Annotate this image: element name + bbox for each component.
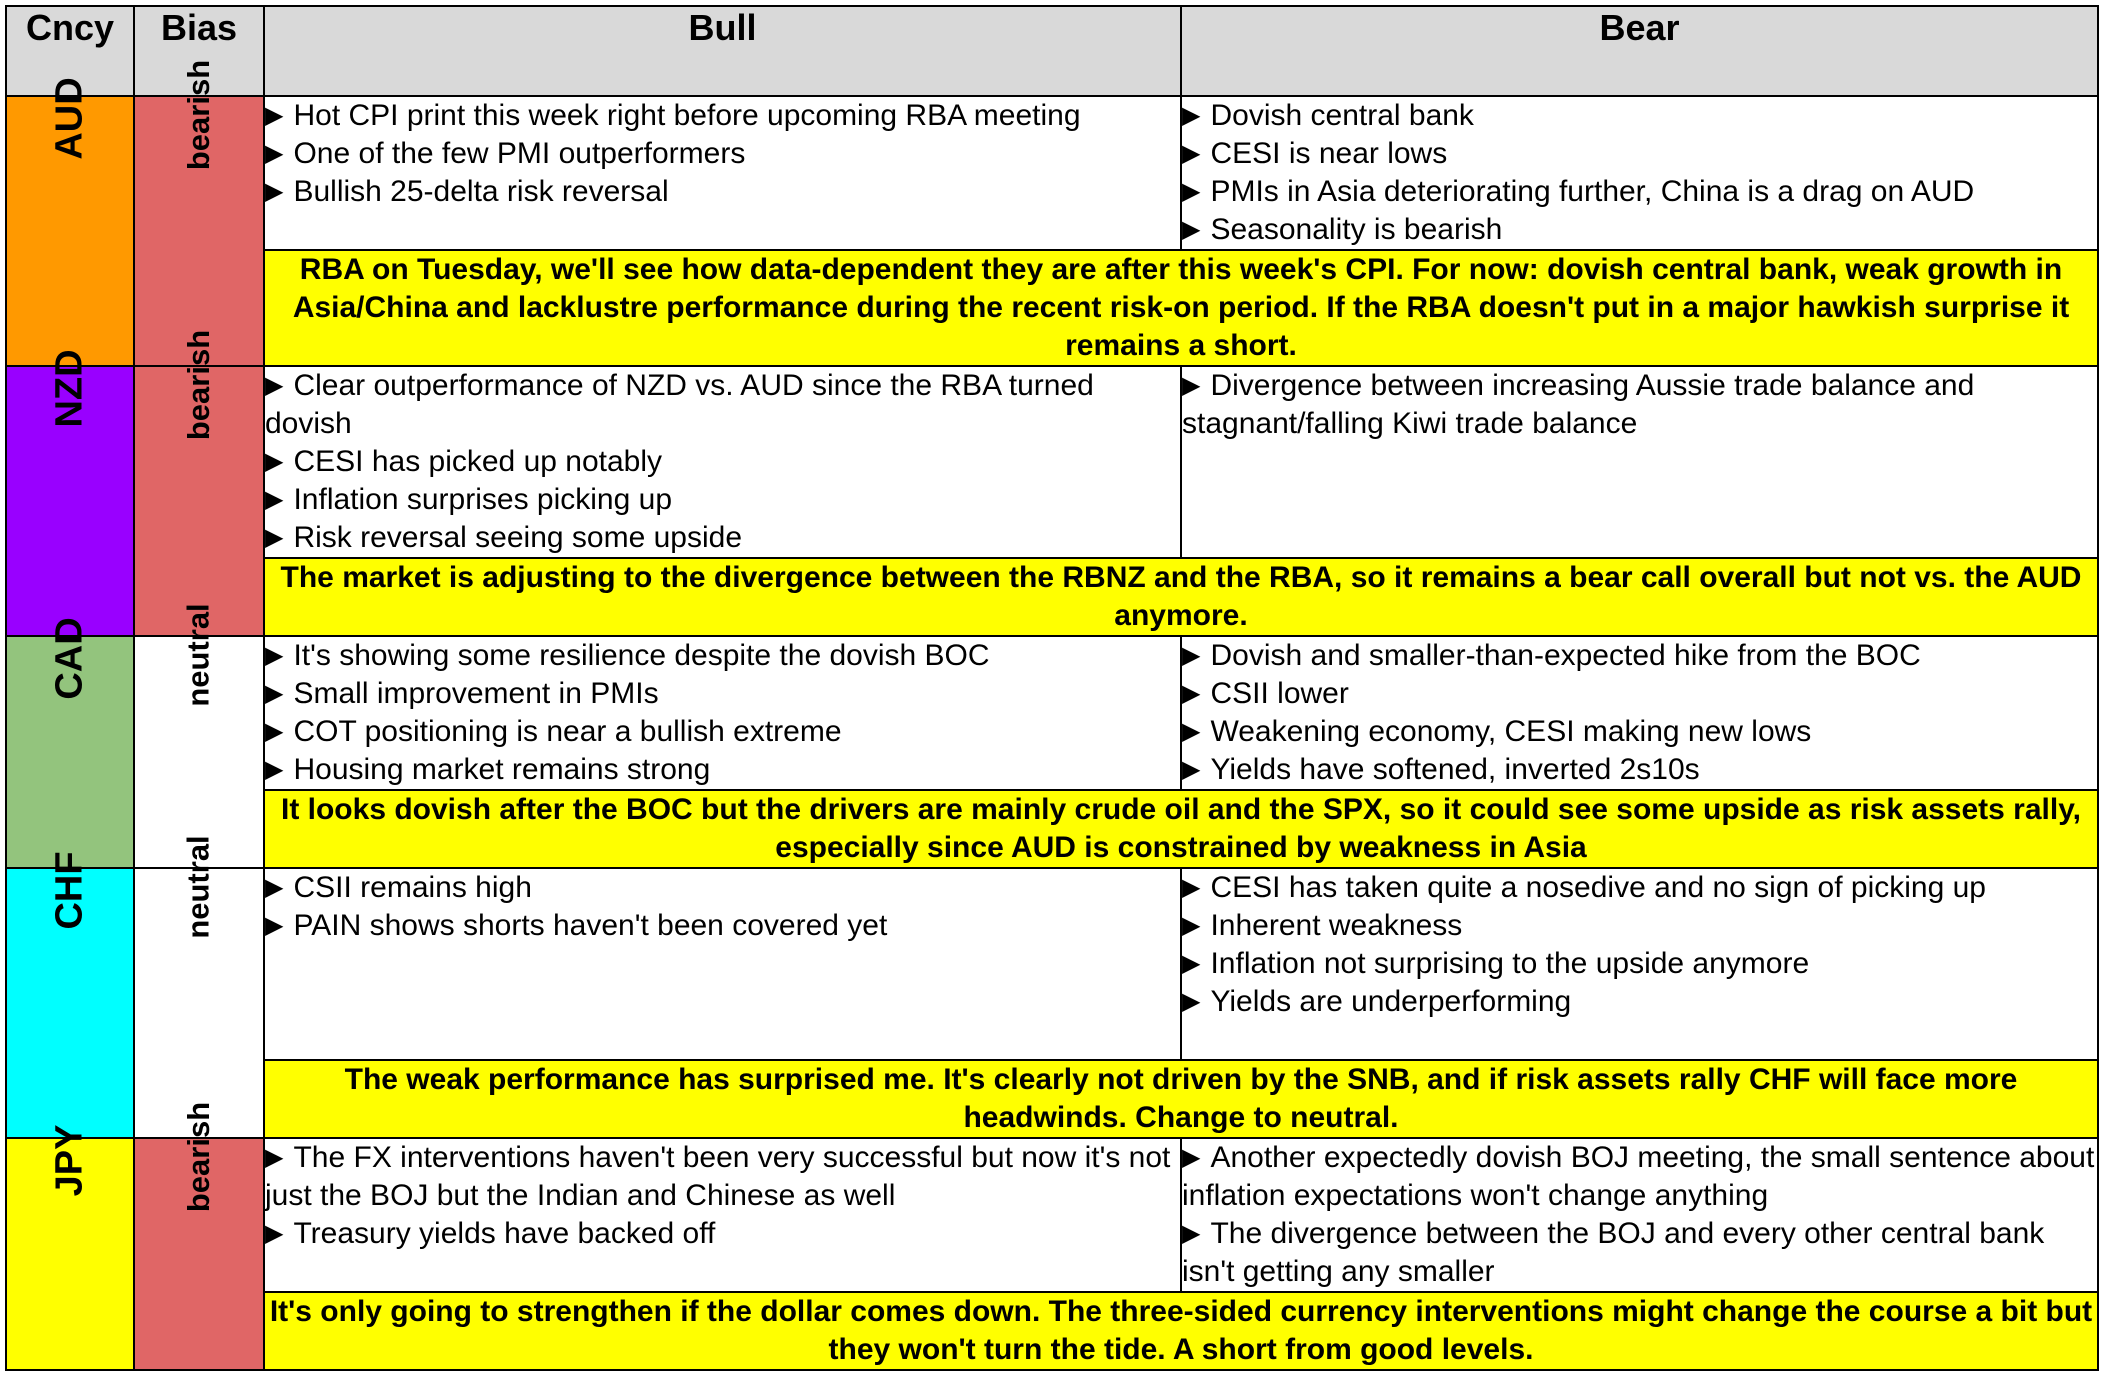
- bull-point: ▶ One of the few PMI outperformers: [265, 137, 746, 170]
- bull-point: ▶ CESI has picked up notably: [265, 445, 663, 478]
- play-arrow-icon: ▶: [1182, 372, 1201, 399]
- play-arrow-icon: ▶: [265, 486, 284, 513]
- play-arrow-icon: ▶: [265, 718, 284, 745]
- bear-point: ▶ Weakening economy, CESI making new lows: [1182, 715, 1812, 748]
- currency-cell-cad: [6, 617, 134, 868]
- bias-label: neutral: [180, 835, 216, 939]
- bear-point: ▶ Yields are underperforming: [1182, 985, 1572, 1018]
- play-arrow-icon: ▶: [1182, 216, 1201, 243]
- play-arrow-icon: ▶: [1182, 1220, 1201, 1247]
- currency-cell-nzd: [6, 349, 134, 636]
- play-arrow-icon: ▶: [1182, 642, 1201, 669]
- row-chf-points: [6, 868, 2098, 1060]
- currency-cell-aud: [6, 77, 134, 366]
- bull-points-chf: [264, 868, 1181, 1060]
- play-arrow-icon: ▶: [265, 1220, 284, 1247]
- bull-points-jpy: [264, 1138, 1181, 1292]
- bear-point: ▶ Another expectedly dovish BOJ meeting, the small sentence about inflation expectations won't change anything: [1182, 1141, 2095, 1212]
- play-arrow-icon: ▶: [265, 680, 284, 707]
- row-nzd-points: [6, 366, 2098, 558]
- bias-label: bearish: [181, 59, 216, 171]
- row-cad-summary: [6, 790, 2098, 868]
- play-arrow-icon: ▶: [1182, 718, 1201, 745]
- bear-point: ▶ Inherent weakness: [1182, 909, 1463, 942]
- play-arrow-icon: ▶: [1182, 988, 1201, 1015]
- header-bull: Bull: [264, 6, 1181, 96]
- bias-label: bearish: [181, 329, 216, 441]
- bull-point: ▶ Treasury yields have backed off: [265, 1217, 716, 1250]
- bear-point: ▶ Dovish and smaller-than-expected hike from the BOC: [1182, 639, 1921, 672]
- play-arrow-icon: ▶: [1182, 178, 1201, 205]
- play-arrow-icon: ▶: [1182, 140, 1201, 167]
- bear-point: ▶ Dovish central bank: [1182, 99, 1474, 132]
- bull-point: ▶ COT positioning is near a bullish extreme: [265, 715, 842, 748]
- bear-points-nzd: [1181, 366, 2098, 558]
- row-cad-points: [6, 636, 2098, 790]
- bull-point: ▶ It's showing some resilience despite the dovish BOC: [265, 639, 990, 672]
- summary-aud: RBA on Tuesday, we'll see how data-dependent they are after this week's CPI. For now: dovish central bank, weak growth in Asia/China and lacklustre performance during the recent risk-on period. If the RBA doesn't put in a major hawkish surprise it remains a short.: [264, 250, 2098, 366]
- row-chf-summary: [6, 1060, 2098, 1138]
- play-arrow-icon: ▶: [1182, 756, 1201, 783]
- row-aud-summary: [6, 250, 2098, 366]
- bull-point: ▶ Clear outperformance of NZD vs. AUD since the RBA turned dovish: [265, 369, 1094, 440]
- bull-point: ▶ Inflation surprises picking up: [265, 483, 672, 516]
- play-arrow-icon: ▶: [265, 642, 284, 669]
- bull-point: ▶ Bullish 25-delta risk reversal: [265, 175, 669, 208]
- currency-cell-jpy: [6, 1124, 134, 1370]
- bias-label: bearish: [181, 1101, 216, 1213]
- currency-label: NZD: [48, 349, 91, 428]
- bias-cell-nzd: [134, 329, 264, 636]
- bias-cell-jpy: [134, 1101, 264, 1370]
- play-arrow-icon: ▶: [265, 140, 284, 167]
- bull-point: ▶ Housing market remains strong: [265, 753, 711, 786]
- bear-point: ▶ Divergence between increasing Aussie trade balance and stagnant/falling Kiwi trade balance: [1182, 369, 1975, 440]
- play-arrow-icon: ▶: [1182, 874, 1201, 901]
- play-arrow-icon: ▶: [1182, 102, 1201, 129]
- bear-points-jpy: [1181, 1138, 2098, 1292]
- currency-label: JPY: [48, 1124, 91, 1197]
- play-arrow-icon: ▶: [265, 912, 284, 939]
- currency-label: CAD: [48, 617, 91, 700]
- summary-nzd: The market is adjusting to the divergence between the RBNZ and the RBA, so it remains a bear call overall but not vs. the AUD anymore.: [264, 558, 2098, 636]
- currency-label: CHF: [48, 851, 91, 930]
- play-arrow-icon: ▶: [265, 448, 284, 475]
- bull-point: ▶ Small improvement in PMIs: [265, 677, 659, 710]
- play-arrow-icon: ▶: [1182, 912, 1201, 939]
- header-row: [6, 6, 2098, 96]
- bear-points-chf: [1181, 868, 2098, 1060]
- bias-cell-cad: [134, 603, 264, 868]
- bear-points-aud: [1181, 96, 2098, 250]
- row-jpy-summary: [6, 1292, 2098, 1370]
- bear-point: ▶ CESI is near lows: [1182, 137, 1448, 170]
- bear-point: ▶ Inflation not surprising to the upside anymore: [1182, 947, 1810, 980]
- currency-label: AUD: [48, 77, 91, 160]
- play-arrow-icon: ▶: [1182, 1144, 1201, 1171]
- row-jpy-points: [6, 1138, 2098, 1292]
- row-nzd-summary: [6, 558, 2098, 636]
- play-arrow-icon: ▶: [265, 372, 284, 399]
- summary-cad: It looks dovish after the BOC but the drivers are mainly crude oil and the SPX, so it could see some upside as risk assets rally, especially since AUD is constrained by weakness in Asia: [264, 790, 2098, 868]
- play-arrow-icon: ▶: [265, 874, 284, 901]
- bear-point: ▶ CSII lower: [1182, 677, 1349, 710]
- bull-points-nzd: [264, 366, 1181, 558]
- header-bias: Bias: [134, 6, 264, 96]
- header-bear: Bear: [1181, 6, 2098, 96]
- bear-point: ▶ CESI has taken quite a nosedive and no sign of picking up: [1182, 871, 1986, 904]
- bear-points-cad: [1181, 636, 2098, 790]
- bias-cell-chf: [134, 835, 264, 1138]
- play-arrow-icon: ▶: [1182, 950, 1201, 977]
- play-arrow-icon: ▶: [265, 1144, 284, 1171]
- bull-points-cad: [264, 636, 1181, 790]
- summary-jpy: It's only going to strengthen if the dollar comes down. The three-sided currency interventions might change the course a bit but they won't turn the tide. A short from good levels.: [264, 1292, 2098, 1370]
- play-arrow-icon: ▶: [1182, 680, 1201, 707]
- bear-point: ▶ Seasonality is bearish: [1182, 213, 1503, 246]
- bull-point: ▶ CSII remains high: [265, 871, 532, 904]
- bull-points-aud: [264, 96, 1181, 250]
- bias-cell-aud: [134, 59, 264, 366]
- row-aud-points: [6, 96, 2098, 250]
- play-arrow-icon: ▶: [265, 756, 284, 783]
- bear-point: ▶ PMIs in Asia deteriorating further, China is a drag on AUD: [1182, 175, 1975, 208]
- bull-point: ▶ PAIN shows shorts haven't been covered yet: [265, 909, 888, 942]
- bull-point: ▶ The FX interventions haven't been very successful but now it's not just the BOJ but the Indian and Chinese as well: [265, 1141, 1171, 1212]
- play-arrow-icon: ▶: [265, 178, 284, 205]
- summary-chf: The weak performance has surprised me. It's clearly not driven by the SNB, and if risk assets rally CHF will face more headwinds. Change to neutral.: [264, 1060, 2098, 1138]
- currency-cell-chf: [6, 851, 134, 1138]
- bull-point: ▶ Risk reversal seeing some upside: [265, 521, 743, 554]
- bear-point: ▶ Yields have softened, inverted 2s10s: [1182, 753, 1700, 786]
- play-arrow-icon: ▶: [265, 102, 284, 129]
- header-cncy: Cncy: [6, 6, 134, 96]
- bias-label: neutral: [180, 603, 216, 707]
- bear-point: ▶ The divergence between the BOJ and every other central bank isn't getting any smaller: [1182, 1217, 2045, 1288]
- play-arrow-icon: ▶: [265, 524, 284, 551]
- currency-bias-table: [5, 5, 2099, 1371]
- bull-point: ▶ Hot CPI print this week right before upcoming RBA meeting: [265, 99, 1081, 132]
